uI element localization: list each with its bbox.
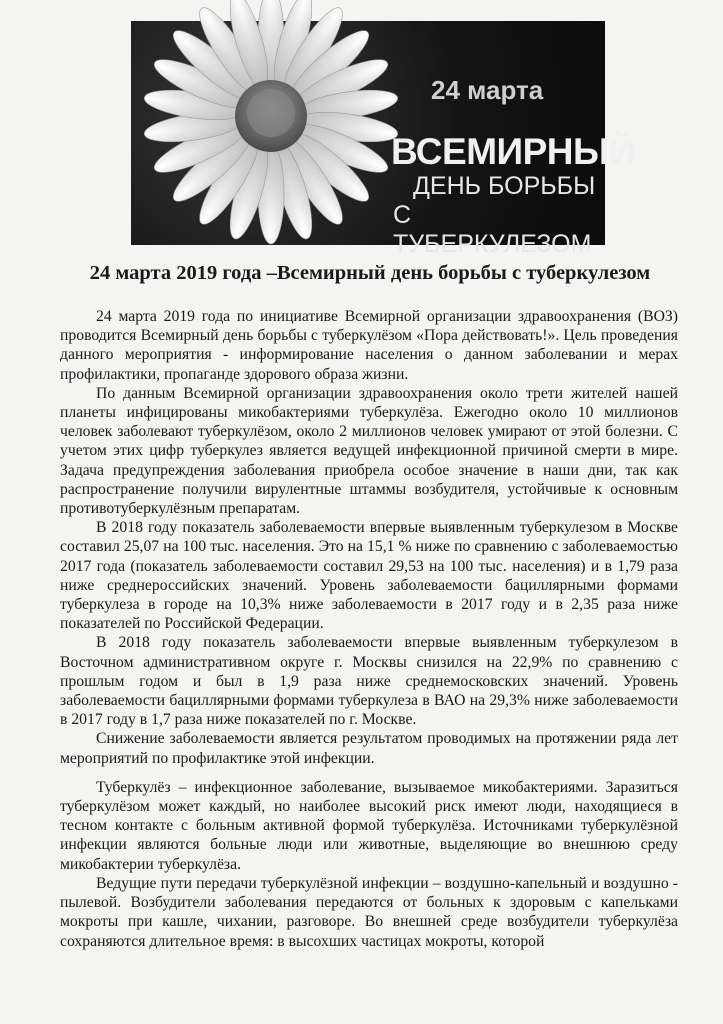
paragraph: В 2018 году показатель заболеваемости впервые выявленным туберкулезом в Восточном административном округе г. Москвы снизился на 22,9% по сравнению с прошлым годом и был в 1,9 раза ниже среднемосковских значений. Уровень заболеваемости бациллярными формами туберкулеза в ВАО на 29,3% ниже заболеваемости в 2017 году в 1,7 раза ниже показателей по г. Москве. — [60, 634, 678, 729]
paragraph: В 2018 году показатель заболеваемости впервые выявленным туберкулезом в Москве составил 25,07 на 100 тыс. населения. Это на 15,1 % ниже по сравнению с заболеваемостью 2017 года (показатель заболеваемости составил 29,53 на 100 тыс. населения) и в 1,79 раза ниже среднероссийских значений. Уровень заболеваемости бациллярными формами туберкулеза в городе на 10,3% ниже заболеваемости в 2017 году и в 2,35 раза ниже показателей по Российской Федерации. — [60, 519, 678, 633]
paragraph: По данным Всемирной организации здравоохранения около трети жителей нашей планеты инфицированы микобактериями туберкулёза. Ежегодно около 10 миллионов человек заболевают туберкулёзом, около 2 миллионов человек умирают от этой болезни. С учетом этих цифр туберкулез является ведущей инфекционной причиной смерти в мире. Задача предупреждения заболевания приобрела особое значение в наши дни, так как распространение получили вирулентные штаммы возбудителя, устойчивые к основным противотуберкулёзным препаратам. — [60, 384, 678, 518]
paragraph: Ведущие пути передачи туберкулёзной инфекции – воздушно-капельный и воздушно - пылевой. Возбудители заболевания передаются от больных к здоровым с капельками мокроты при кашле, чихании, разговоре. Во внешней среде возбудители туберкулёза сохраняются длительное время: в высохших частицах мокроты, которой — [60, 874, 678, 950]
banner-image — [131, 21, 635, 258]
paragraph: Снижение заболеваемости является результатом проводимых на протяжении ряда лет мероприятий по профилактике этой инфекции. — [60, 730, 678, 767]
paragraph: Туберкулёз – инфекционное заболевание, вызываемое микобактериями. Заразиться туберкулёзом может каждый, но наиболее высокий риск имеют люди, находящиеся в тесном контакте с больным активной формой туберкулёза. Источниками туберкулёзной инфекции являются больные люди или животные, выделяющие во внешнюю среду микобактерии туберкулёза. — [60, 778, 678, 873]
banner-title-line1: ВСЕМИРНЫЙ — [391, 131, 635, 172]
article-body — [60, 307, 678, 951]
paragraph: 24 марта 2019 года по инициативе Всемирной организации здравоохранения (ВОЗ) проводится Всемирный день борьбы с туберкулёзом «Пора действовать!». Цель проведения данного мероприятия - информирование населения о данном заболевании и мерах профилактики, пропаганде здорового образа жизни. — [60, 308, 678, 383]
banner-title-line3: С ТУБЕРКУЛЕЗОМ — [393, 201, 592, 258]
page-title: 24 марта 2019 года –Всемирный день борьбы с туберкулезом — [89, 262, 651, 284]
daisy-flower-icon — [131, 21, 431, 245]
banner-date: 24 марта — [431, 75, 544, 105]
banner-title-line2: ДЕНЬ БОРЬБЫ — [413, 172, 596, 200]
